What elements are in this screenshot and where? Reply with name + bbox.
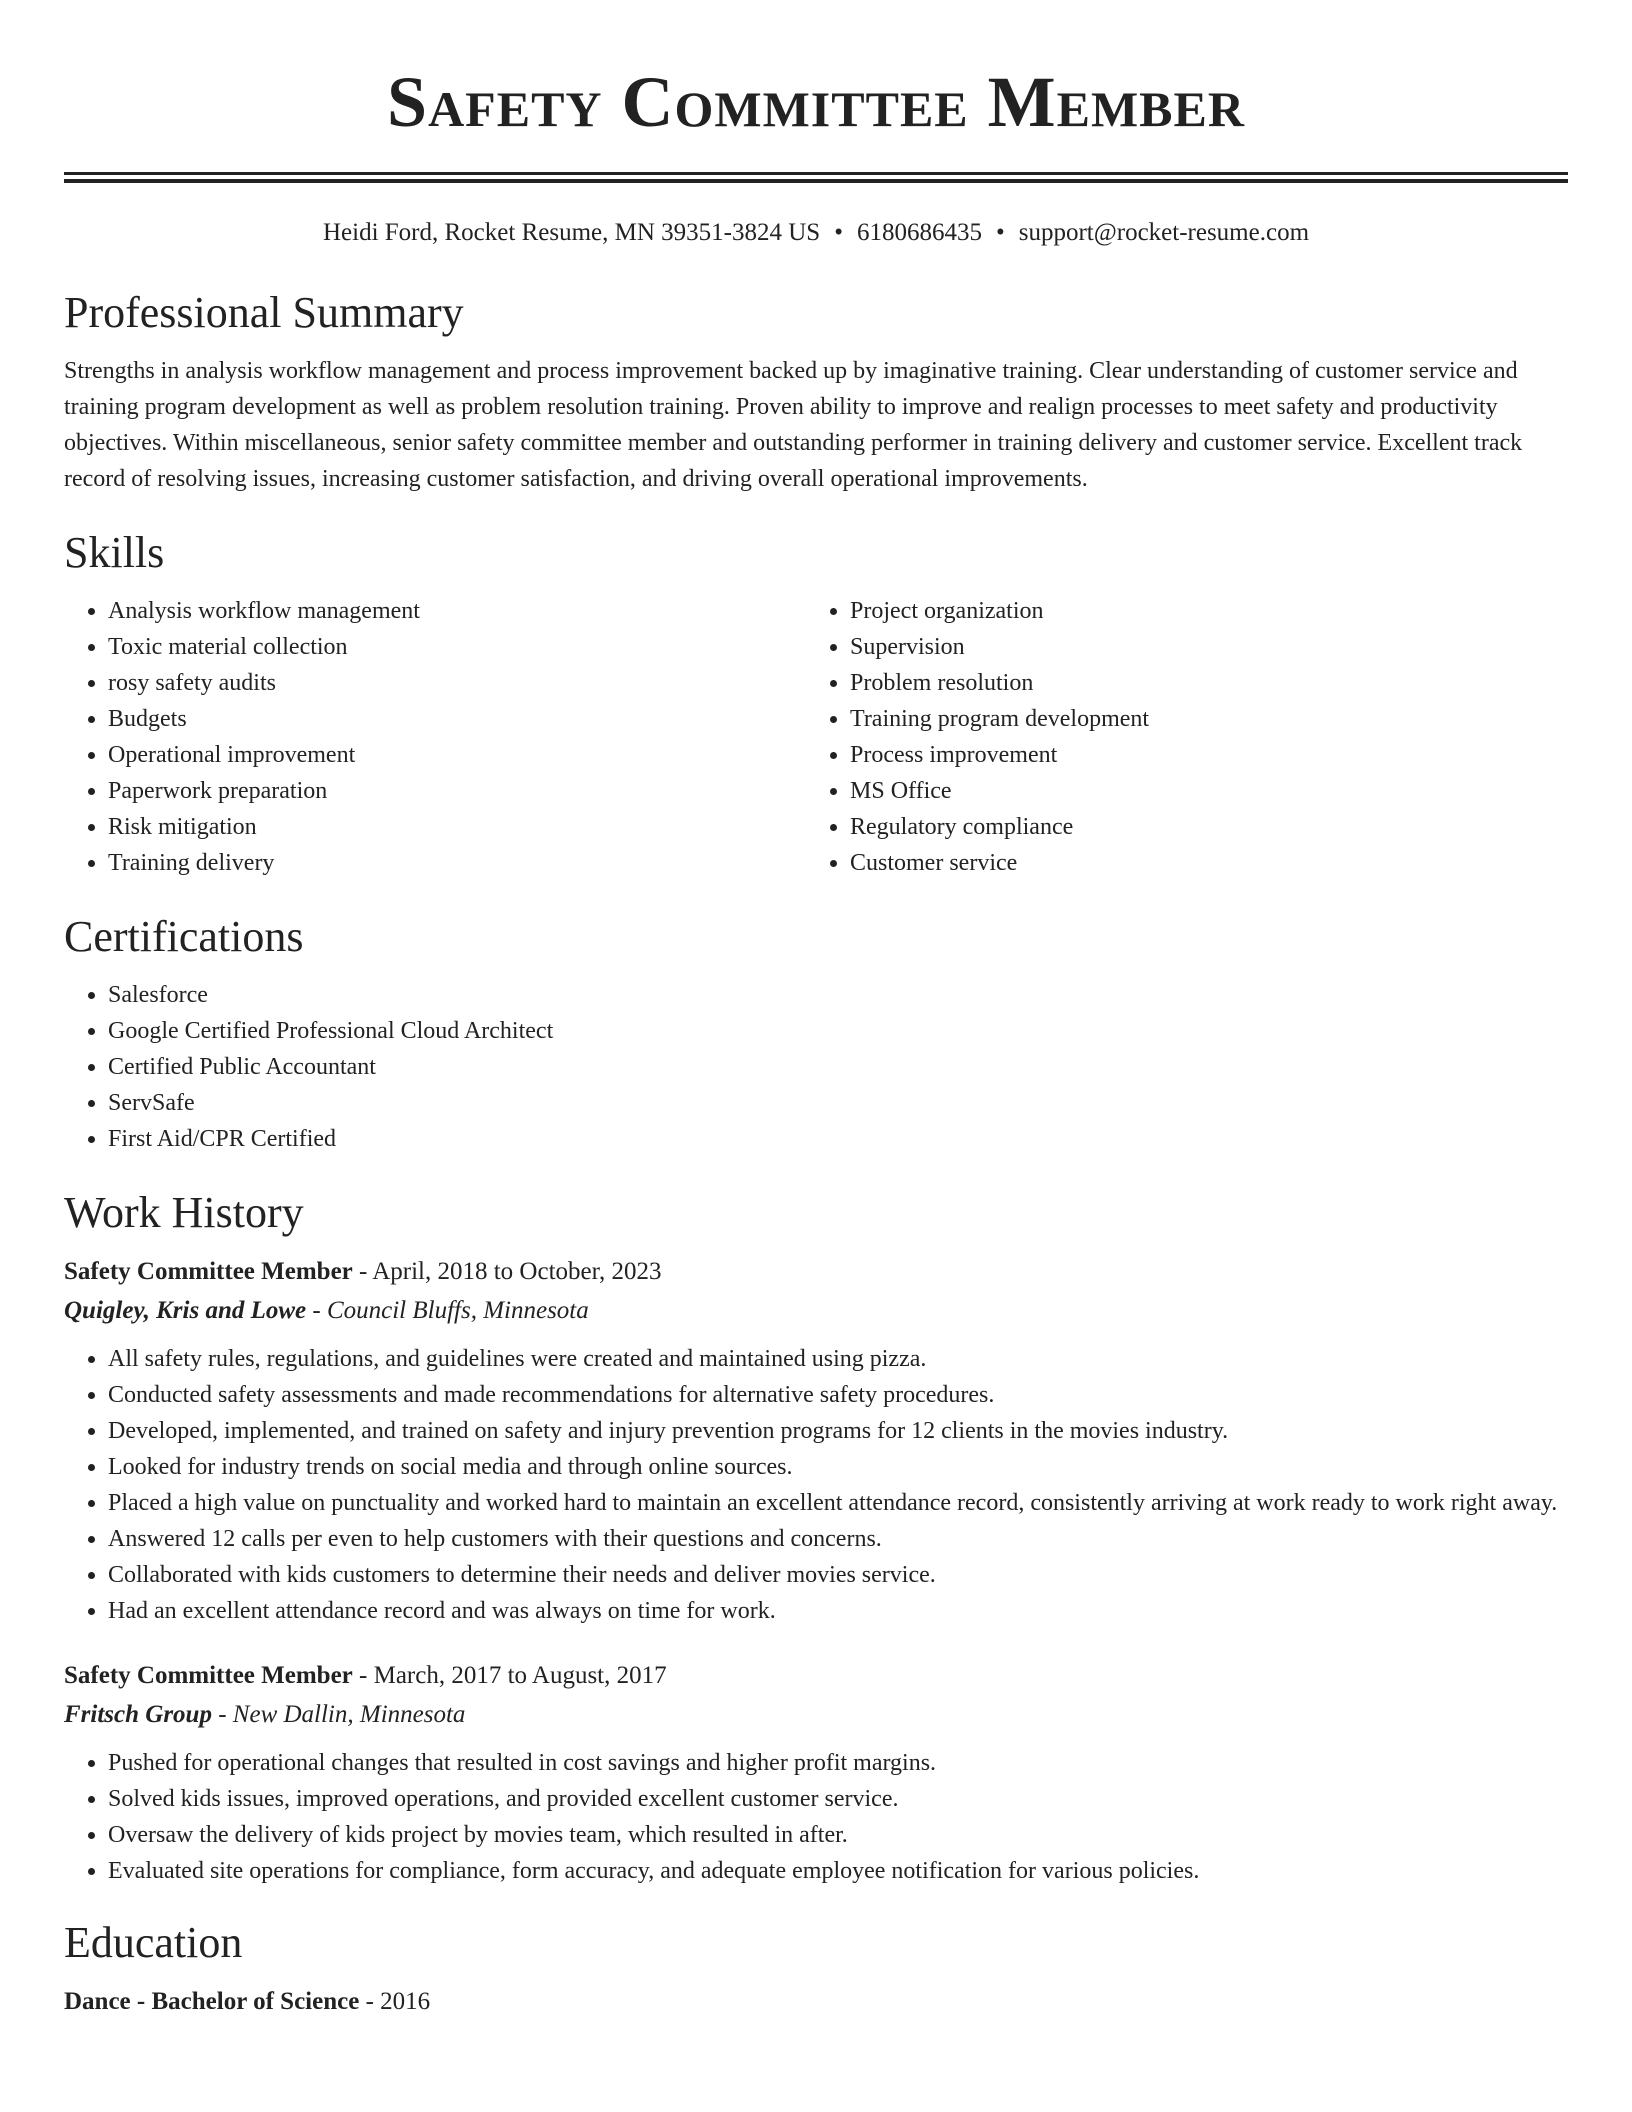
contact-phone: 6180686435 (856, 219, 982, 246)
certification-item: • Salesforce (108, 977, 1568, 1013)
certification-item: • Certified Public Accountant (108, 1049, 1568, 1085)
skill-item: • Training program development (850, 701, 1548, 737)
skill-item: • Toxic material collection (108, 629, 806, 665)
skills-list-right (806, 593, 1548, 881)
job-bullet: • Evaluated site operations for compliance, form accuracy, and adequate employee notification for various policies. (108, 1853, 1568, 1889)
skill-item: • Training delivery (108, 845, 806, 881)
job-header (64, 1657, 1568, 1695)
certifications-list (64, 977, 1568, 1157)
contact-separator: • (995, 219, 1005, 246)
skills-columns (64, 593, 1568, 881)
job-bullet: • Pushed for operational changes that resulted in cost savings and higher profit margins. (108, 1745, 1568, 1781)
job-bullets (64, 1341, 1568, 1629)
skill-item: • Operational improvement (108, 737, 806, 773)
skill-item: • Risk mitigation (108, 809, 806, 845)
title-divider (64, 172, 1568, 183)
certification-item: • First Aid/CPR Certified (108, 1121, 1568, 1157)
job-location: - New Dallin, Minnesota (211, 1701, 466, 1728)
contact-line (64, 215, 1568, 251)
job-bullet: • Placed a high value on punctuality and worked hard to maintain an excellent attendance record, consistently arriving at work ready to work right away. (108, 1485, 1568, 1521)
education-degree: Dance - Bachelor of Science (64, 1988, 360, 2015)
certification-item: • Google Certified Professional Cloud Architect (108, 1013, 1568, 1049)
skill-item: • Budgets (108, 701, 806, 737)
contact-separator: • (834, 219, 843, 246)
contact-address: Heidi Ford, Rocket Resume, MN 39351-3824 US (322, 219, 821, 246)
job-bullet: • Answered 12 calls per even to help customers with their questions and concerns. (108, 1521, 1568, 1557)
job-header (64, 1253, 1568, 1291)
job-company-line (64, 1695, 1568, 1735)
job-entry (64, 1657, 1568, 1889)
job-bullet: • Had an excellent attendance record and was always on time for work. (108, 1593, 1568, 1629)
education-entry (64, 1983, 1568, 2021)
resume-title: Safety Committee Member (387, 62, 1245, 142)
education-heading: Education (64, 1918, 243, 1967)
job-company: Fritsch Group (64, 1701, 212, 1728)
job-bullet: • Developed, implemented, and trained on safety and injury prevention programs for 12 clients in the movies industry. (108, 1413, 1568, 1449)
job-company: Quigley, Kris and Lowe (64, 1297, 307, 1324)
job-bullet: • Oversaw the delivery of kids project by movies team, which resulted in after. (108, 1817, 1568, 1853)
certifications-heading: Certifications (64, 912, 304, 961)
job-bullet: • Looked for industry trends on social media and through online sources. (108, 1449, 1568, 1485)
skills-list-left (64, 593, 806, 881)
summary-heading: Professional Summary (64, 288, 464, 337)
skill-item: • rosy safety audits (108, 665, 806, 701)
job-bullet: • Conducted safety assessments and made recommendations for alternative safety procedures. (108, 1377, 1568, 1413)
summary-text: Strengths in analysis workflow management and process improvement backed up by imaginative training. Clear understanding of customer service and training program development as well as problem resolution training. Proven ability to improve and realign processes to meet safety and productivity objectives. Within miscellaneous, senior safety committee member and outstanding performer in training delivery and customer service. Excellent track record of resolving issues, increasing customer satisfaction, and driving overall operational improvements. (64, 358, 1523, 492)
skill-item: • Project organization (850, 593, 1548, 629)
job-entry (64, 1253, 1568, 1629)
job-bullet: • Collaborated with kids customers to determine their needs and deliver movies service. (108, 1557, 1568, 1593)
certification-item: • ServSafe (108, 1085, 1568, 1121)
job-company-line (64, 1291, 1568, 1331)
job-title: Safety Committee Member (64, 1258, 353, 1285)
skill-item: • Supervision (850, 629, 1548, 665)
skill-item: • Problem resolution (850, 665, 1548, 701)
job-bullets (64, 1745, 1568, 1889)
job-dates: - April, 2018 to October, 2023 (352, 1258, 662, 1285)
job-bullet: • All safety rules, regulations, and guidelines were created and maintained using pizza. (108, 1341, 1568, 1377)
job-location: - Council Bluffs, Minnesota (306, 1297, 589, 1324)
job-dates: - March, 2017 to August, 2017 (352, 1662, 667, 1689)
skills-heading: Skills (64, 528, 165, 577)
skill-item: • Customer service (850, 845, 1548, 881)
work-history-heading: Work History (64, 1188, 304, 1237)
skill-item: • Analysis workflow management (108, 593, 806, 629)
job-title: Safety Committee Member (64, 1662, 353, 1689)
contact-email: support@rocket-resume.com (1018, 219, 1310, 246)
skill-item: • Regulatory compliance (850, 809, 1548, 845)
skill-item: • Paperwork preparation (108, 773, 806, 809)
job-bullet: • Solved kids issues, improved operations, and provided excellent customer service. (108, 1781, 1568, 1817)
skill-item: • MS Office (850, 773, 1548, 809)
education-year: - 2016 (359, 1988, 431, 2015)
skill-item: • Process improvement (850, 737, 1548, 773)
